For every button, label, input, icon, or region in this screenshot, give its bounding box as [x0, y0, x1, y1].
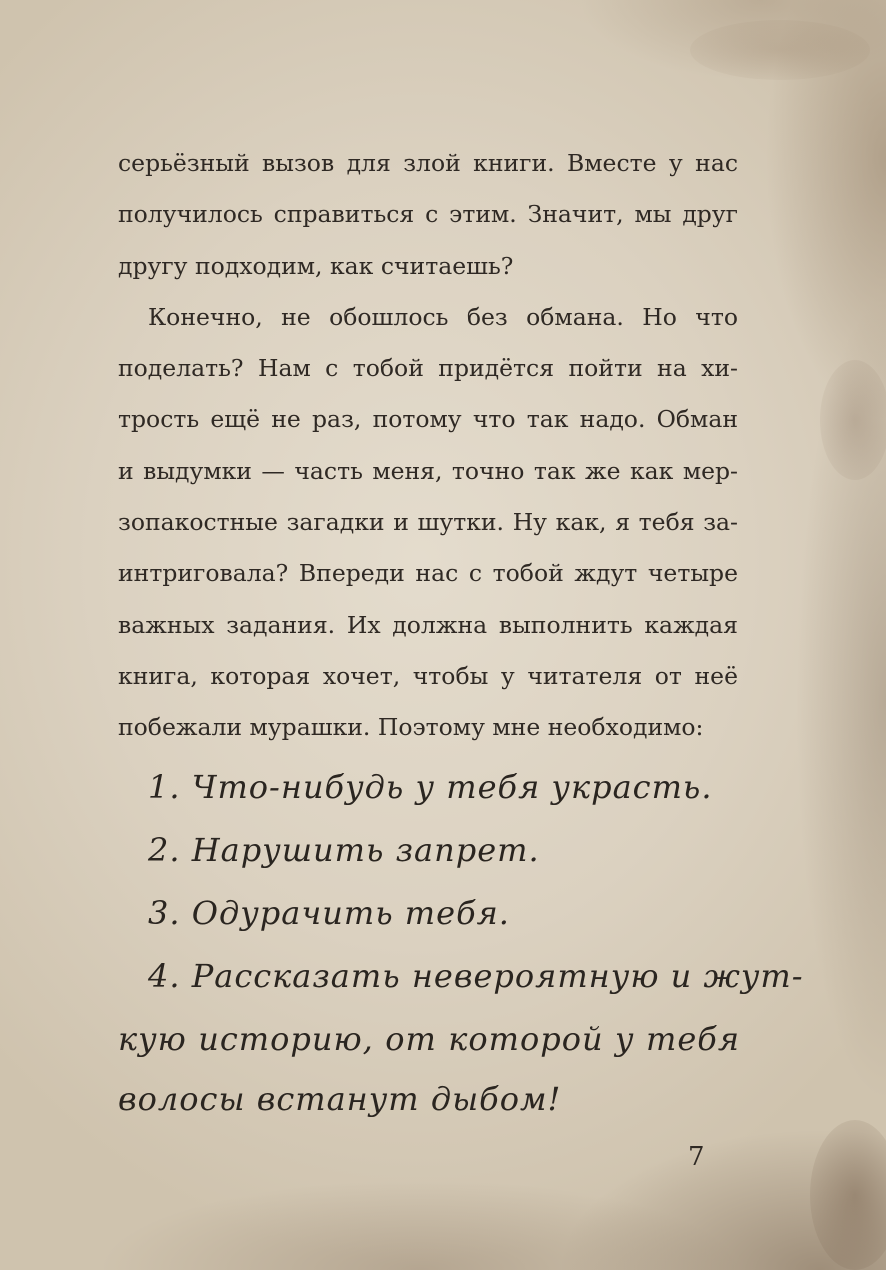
paper-stain — [810, 1120, 886, 1270]
task-list-item: 3. Одурачить тебя. — [148, 894, 510, 932]
text-line: книга, которая хочет, чтобы у читателя от неё — [118, 661, 738, 690]
text-line: другу подходим, как считаешь? — [118, 251, 514, 280]
text-line: интриговала? Впереди нас с тобой ждут четыре — [118, 559, 738, 588]
text-line: побежали мурашки. Поэтому мне необходимо: — [118, 713, 704, 742]
text-line: важных задания. Их должна выполнить каждая — [118, 610, 738, 639]
task-list-item-continuation: волосы встанут дыбом! — [118, 1080, 562, 1118]
task-list-item-continuation: кую историю, от которой у тебя — [118, 1020, 740, 1058]
paper-stain — [820, 360, 886, 480]
text-line: получилось справиться с этим. Значит, мы друг — [118, 200, 738, 229]
paper-stain — [690, 20, 870, 80]
text-line: серьёзный вызов для злой книги. Вместе у нас — [118, 149, 738, 177]
task-list-item: 1. Что-нибудь у тебя украсть. — [148, 768, 713, 806]
task-list-item: 4. Рассказать невероятную и жут- — [148, 957, 804, 995]
text-line: и выдумки — часть меня, точно так же как мер- — [118, 456, 738, 485]
text-line: зопакостные загадки и шутки. Ну как, я тебя за- — [118, 508, 738, 537]
body-text — [118, 138, 738, 754]
text-line: трость ещё не раз, потому что так надо. Обман — [118, 405, 738, 434]
text-line: Конечно, не обошлось без обмана. Но что — [148, 302, 738, 331]
page-number: 7 — [688, 1142, 705, 1172]
task-list-item: 2. Нарушить запрет. — [148, 831, 540, 869]
text-line: поделать? Нам с тобой придётся пойти на хи- — [118, 354, 738, 383]
